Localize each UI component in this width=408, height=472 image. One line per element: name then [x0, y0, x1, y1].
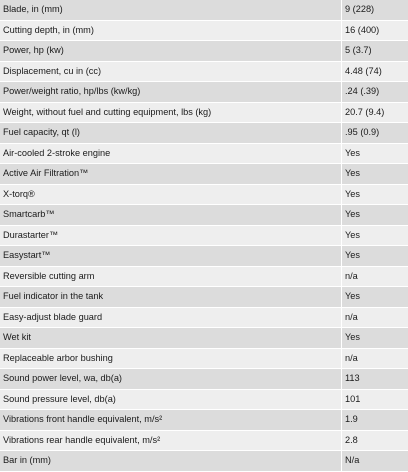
- spec-label: Fuel capacity, qt (l): [0, 123, 342, 144]
- table-row: [0, 143, 408, 164]
- spec-value: .24 (.39): [342, 82, 408, 103]
- spec-value: 101: [342, 389, 408, 410]
- spec-label: Reversible cutting arm: [0, 266, 342, 287]
- table-row: [0, 451, 408, 472]
- spec-value: Yes: [342, 287, 408, 308]
- spec-value: Yes: [342, 143, 408, 164]
- spec-value: 2.8: [342, 430, 408, 451]
- spec-label: Wet kit: [0, 328, 342, 349]
- spec-label: Durastarter™: [0, 225, 342, 246]
- spec-label: Blade, in (mm): [0, 0, 342, 20]
- table-row: [0, 41, 408, 62]
- spec-value: Yes: [342, 246, 408, 267]
- table-row: [0, 20, 408, 41]
- table-row: [0, 287, 408, 308]
- spec-label: Bar in (mm): [0, 451, 342, 472]
- spec-value: Yes: [342, 225, 408, 246]
- table-row: [0, 164, 408, 185]
- spec-value: Yes: [342, 205, 408, 226]
- spec-label: Cutting depth, in (mm): [0, 20, 342, 41]
- table-row: [0, 348, 408, 369]
- spec-label: Fuel indicator in the tank: [0, 287, 342, 308]
- spec-label: Sound pressure level, db(a): [0, 389, 342, 410]
- spec-label: Weight, without fuel and cutting equipment, lbs (kg): [0, 102, 342, 123]
- table-row: [0, 61, 408, 82]
- spec-value: Yes: [342, 184, 408, 205]
- table-row: [0, 246, 408, 267]
- spec-label: Air-cooled 2-stroke engine: [0, 143, 342, 164]
- spec-value: n/a: [342, 266, 408, 287]
- spec-value: n/a: [342, 307, 408, 328]
- spec-label: Replaceable arbor bushing: [0, 348, 342, 369]
- spec-label: Power, hp (kw): [0, 41, 342, 62]
- table-row: [0, 225, 408, 246]
- spec-label: Power/weight ratio, hp/lbs (kw/kg): [0, 82, 342, 103]
- spec-label: X-torq®: [0, 184, 342, 205]
- spec-label: Displacement, cu in (cc): [0, 61, 342, 82]
- spec-label: Sound power level, wa, db(a): [0, 369, 342, 390]
- table-row: [0, 266, 408, 287]
- spec-value: 16 (400): [342, 20, 408, 41]
- table-row: [0, 123, 408, 144]
- spec-value: .95 (0.9): [342, 123, 408, 144]
- table-row: [0, 328, 408, 349]
- table-row: [0, 410, 408, 431]
- spec-value: Yes: [342, 328, 408, 349]
- spec-label: Vibrations rear handle equivalent, m/s²: [0, 430, 342, 451]
- spec-value: N/a: [342, 451, 408, 472]
- table-row: [0, 184, 408, 205]
- spec-label: Easystart™: [0, 246, 342, 267]
- spec-value: 4.48 (74): [342, 61, 408, 82]
- spec-label: Vibrations front handle equivalent, m/s²: [0, 410, 342, 431]
- table-row: [0, 82, 408, 103]
- spec-label: Easy-adjust blade guard: [0, 307, 342, 328]
- spec-label: Smartcarb™: [0, 205, 342, 226]
- spec-value: 5 (3.7): [342, 41, 408, 62]
- spec-value: 113: [342, 369, 408, 390]
- spec-value: 20.7 (9.4): [342, 102, 408, 123]
- table-row: [0, 430, 408, 451]
- table-row: [0, 307, 408, 328]
- spec-value: n/a: [342, 348, 408, 369]
- spec-label: Active Air Filtration™: [0, 164, 342, 185]
- table-row: [0, 369, 408, 390]
- table-row: [0, 102, 408, 123]
- spec-value: 9 (228): [342, 0, 408, 20]
- table-row: [0, 389, 408, 410]
- table-row: [0, 0, 408, 20]
- table-row: [0, 205, 408, 226]
- spec-value: Yes: [342, 164, 408, 185]
- spec-value: 1.9: [342, 410, 408, 431]
